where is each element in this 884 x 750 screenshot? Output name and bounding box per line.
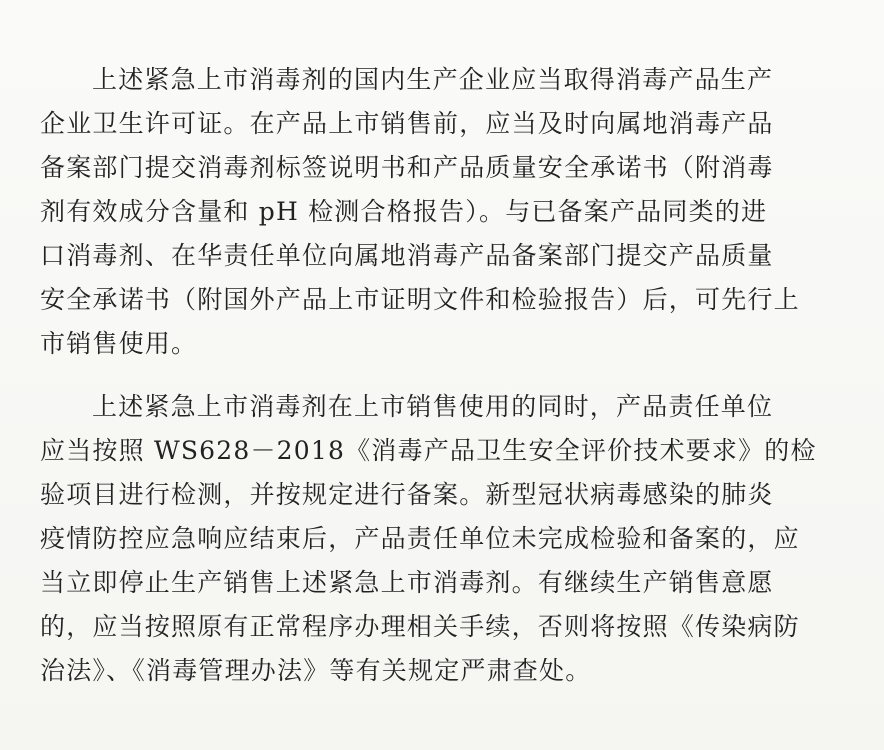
paragraph-2-line-7: 治法》、《消毒管理办法》等有关规定严肃查处。 (40, 656, 592, 685)
paragraph-2-line-4: 疫情防控应急响应结束后，产品责任单位未完成检验和备案的，应 (40, 524, 800, 553)
paragraph-1-line-4: 剂有效成分含量和 pH 检测合格报告）。与已备案产品同类的进 (40, 197, 768, 226)
paragraph-1-line-1: 上述紧急上市消毒剂的国内生产企业应当取得消毒产品生产 (92, 65, 774, 94)
paragraph-2-line-6: 的，应当按照原有正常程序办理相关手续，否则将按照《传染病防 (40, 612, 800, 641)
paragraph-1-line-2: 企业卫生许可证。在产品上市销售前，应当及时向属地消毒产品 (40, 109, 774, 138)
paragraph-2-line-1: 上述紧急上市消毒剂在上市销售使用的同时，产品责任单位 (92, 392, 774, 421)
paragraph-2-line-5: 当立即停止生产销售上述紧急上市消毒剂。有继续生产销售意愿 (40, 568, 774, 597)
paragraph-1-line-5: 口消毒剂、在华责任单位向属地消毒产品备案部门提交产品质量 (40, 241, 774, 270)
paragraph-1-line-7: 市销售使用。 (40, 329, 198, 358)
paragraph-1-line-3: 备案部门提交消毒剂标签说明书和产品质量安全承诺书（附消毒 (40, 153, 774, 182)
paragraph-2-line-3: 验项目进行检测，并按规定进行备案。新型冠状病毒感染的肺炎 (40, 480, 774, 509)
paragraph-1-line-6: 安全承诺书（附国外产品上市证明文件和检验报告）后，可先行上 (40, 285, 800, 314)
paragraph-2-line-2: 应当按照 WS628－2018《消毒产品卫生安全评价技术要求》的检 (40, 436, 817, 465)
